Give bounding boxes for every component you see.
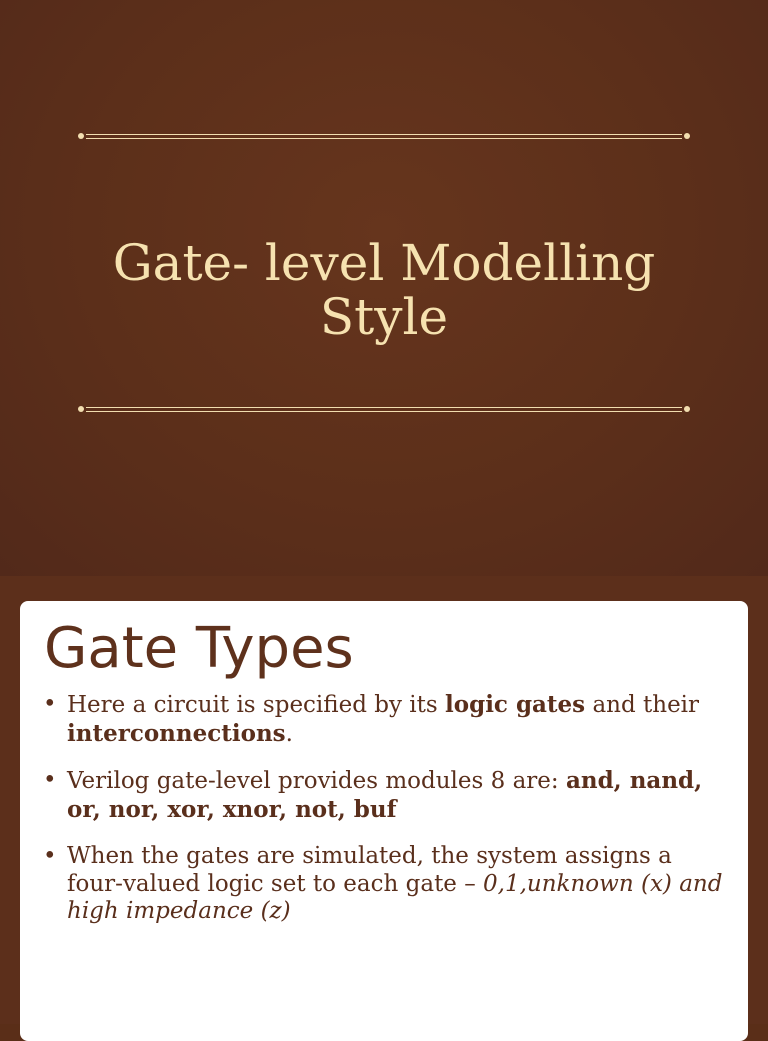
bullet-bold-text: and, nand, or, nor, xor, xnor, not, buf — [67, 767, 703, 823]
bullet-mark: • — [43, 843, 57, 869]
bullet-text: Verilog gate-level provides modules 8 are: — [67, 768, 566, 794]
content-card — [20, 601, 748, 1041]
bullet-text: . — [285, 720, 293, 747]
bullet-list — [42, 691, 732, 945]
bullet-text: Here a circuit is specified by its — [67, 692, 446, 718]
bottom-ornament-rule — [78, 405, 690, 413]
slide-heading: Gate Types — [44, 616, 354, 681]
slide-title — [40, 236, 728, 344]
bullet-mark: • — [43, 767, 57, 793]
bullet-item — [42, 843, 732, 926]
ornament-dot — [78, 406, 84, 412]
ornament-line — [86, 407, 682, 408]
ornament-dot — [684, 133, 690, 139]
top-ornament-rule — [78, 132, 690, 140]
bullet-bold-text: interconnections — [67, 719, 286, 747]
bullet-bold-text: logic gates — [445, 691, 586, 718]
bullet-italic-text: 0,1,unknown (x) and high impedance (z) — [67, 870, 723, 924]
bullet-mark: • — [43, 691, 57, 717]
ornament-dot — [78, 133, 84, 139]
ornament-line — [86, 138, 682, 139]
bullet-item — [42, 691, 732, 748]
slide-title-line-2: Style — [319, 288, 449, 346]
ornament-line — [86, 411, 682, 412]
bullet-text: When the gates are simulated, the system assigns a four-valued logic set to each gate – — [67, 843, 672, 897]
slide-title-line-1: Gate- level Modelling — [112, 234, 656, 292]
bullet-text: and their — [585, 692, 700, 718]
ornament-dot — [684, 406, 690, 412]
ornament-line — [86, 134, 682, 135]
bullet-item — [42, 767, 732, 824]
